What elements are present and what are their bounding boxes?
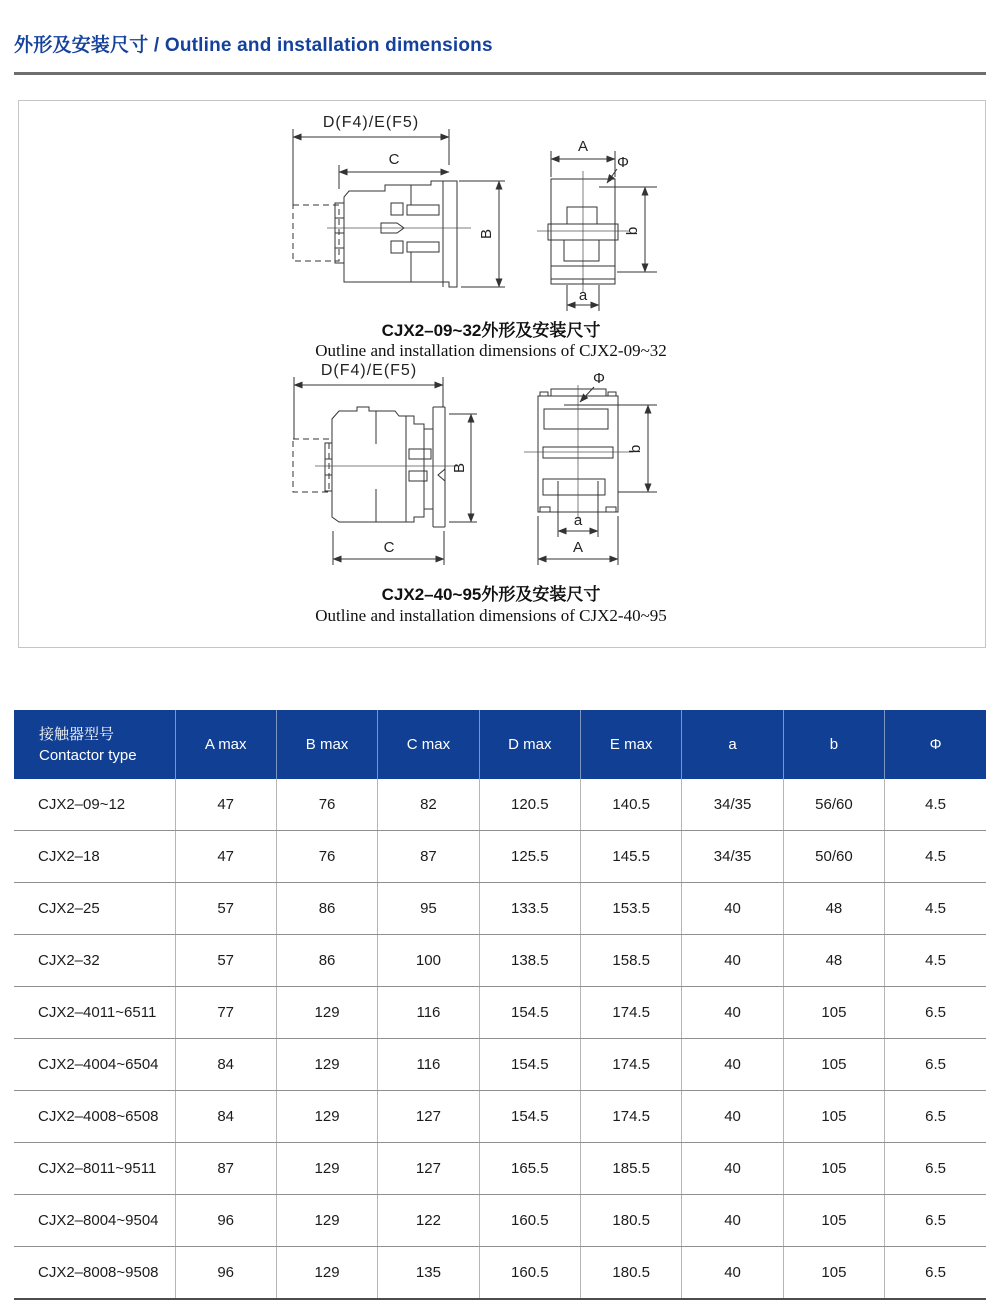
value-cell: 40 <box>682 883 783 935</box>
value-cell: 116 <box>378 1039 479 1091</box>
fig2-dim-b-lower-label: b <box>627 444 644 454</box>
value-cell: 76 <box>276 831 377 883</box>
value-cell: 57 <box>175 883 276 935</box>
value-cell: 158.5 <box>581 935 682 987</box>
value-cell: 127 <box>378 1091 479 1143</box>
figure-panel <box>18 100 986 648</box>
value-cell: 6.5 <box>885 1039 986 1091</box>
value-cell: 34/35 <box>682 831 783 883</box>
value-cell: 6.5 <box>885 987 986 1039</box>
value-cell: 160.5 <box>479 1247 580 1300</box>
value-cell: 50/60 <box>783 831 884 883</box>
fig2-dim-phi-label: Φ <box>593 370 605 387</box>
value-cell: 47 <box>175 831 276 883</box>
value-cell: 4.5 <box>885 883 986 935</box>
table-header-row <box>14 710 986 779</box>
value-cell: 40 <box>682 1143 783 1195</box>
table-body <box>14 779 986 1299</box>
col-header-contactor-type-zh: 接触器型号 <box>39 725 115 743</box>
value-cell: 127 <box>378 1143 479 1195</box>
page-title: 外形及安装尺寸 / Outline and installation dimensions <box>14 35 493 56</box>
value-cell: 185.5 <box>581 1143 682 1195</box>
table-row <box>14 1091 986 1143</box>
table-row <box>14 987 986 1039</box>
contactor-type-cell: CJX2–25 <box>14 883 175 935</box>
value-cell: 6.5 <box>885 1091 986 1143</box>
value-cell: 135 <box>378 1247 479 1300</box>
fig2-dim-top-label: D(F4)/E(F5) <box>320 362 418 379</box>
value-cell: 84 <box>175 1091 276 1143</box>
contactor-type-cell: CJX2–4008~6508 <box>14 1091 175 1143</box>
value-cell: 105 <box>783 987 884 1039</box>
fig1-caption-zh: CJX2–09~32外形及安装尺寸 <box>381 321 601 340</box>
value-cell: 96 <box>175 1195 276 1247</box>
table-row <box>14 831 986 883</box>
table-row <box>14 1143 986 1195</box>
value-cell: 56/60 <box>783 779 884 831</box>
fig1-dim-b-lower-label: b <box>624 226 641 236</box>
fig1-dim-a-lower-label: a <box>578 287 588 304</box>
value-cell: 105 <box>783 1143 884 1195</box>
value-cell: 87 <box>378 831 479 883</box>
contactor-type-cell: CJX2–09~12 <box>14 779 175 831</box>
col-header-phi: Φ <box>885 710 986 779</box>
value-cell: 180.5 <box>581 1195 682 1247</box>
value-cell: 129 <box>276 1247 377 1300</box>
value-cell: 96 <box>175 1247 276 1300</box>
value-cell: 77 <box>175 987 276 1039</box>
col-header-contactor-type-en: Contactor type <box>39 746 137 764</box>
contactor-type-cell: CJX2–8008~9508 <box>14 1247 175 1300</box>
value-cell: 47 <box>175 779 276 831</box>
table-row <box>14 779 986 831</box>
value-cell: 129 <box>276 1039 377 1091</box>
figure-cjx2-09-32 <box>281 109 701 359</box>
fig2-side-view <box>293 362 477 565</box>
value-cell: 87 <box>175 1143 276 1195</box>
fig2-dim-a-upper-label: A <box>572 539 584 556</box>
contactor-type-cell: CJX2–8004~9504 <box>14 1195 175 1247</box>
table-row <box>14 1195 986 1247</box>
fig2-caption-en: Outline and installation dimensions of CJX2-40~95 <box>315 606 667 625</box>
value-cell: 48 <box>783 883 884 935</box>
value-cell: 40 <box>682 1039 783 1091</box>
col-header-a-max: A max <box>175 710 276 779</box>
value-cell: 160.5 <box>479 1195 580 1247</box>
fig1-caption-en: Outline and installation dimensions of CJX2-09~32 <box>315 341 667 360</box>
value-cell: 122 <box>378 1195 479 1247</box>
fig2-dim-a-lower-label: a <box>573 512 583 529</box>
value-cell: 40 <box>682 987 783 1039</box>
value-cell: 145.5 <box>581 831 682 883</box>
col-header-b: b <box>783 710 884 779</box>
table-row <box>14 883 986 935</box>
value-cell: 40 <box>682 1091 783 1143</box>
fig2-dim-c-label: C <box>383 539 395 556</box>
value-cell: 4.5 <box>885 935 986 987</box>
fig1-dim-b-label: B <box>478 228 495 240</box>
contactor-type-cell: CJX2–4004~6504 <box>14 1039 175 1091</box>
value-cell: 57 <box>175 935 276 987</box>
value-cell: 4.5 <box>885 779 986 831</box>
contactor-type-cell: CJX2–8011~9511 <box>14 1143 175 1195</box>
value-cell: 129 <box>276 987 377 1039</box>
col-header-c-max: C max <box>378 710 479 779</box>
value-cell: 138.5 <box>479 935 580 987</box>
value-cell: 48 <box>783 935 884 987</box>
col-header-d-max: D max <box>479 710 580 779</box>
figure-cjx2-40-95 <box>281 359 701 629</box>
value-cell: 120.5 <box>479 779 580 831</box>
value-cell: 76 <box>276 779 377 831</box>
value-cell: 140.5 <box>581 779 682 831</box>
dimensions-table <box>14 710 986 1300</box>
value-cell: 100 <box>378 935 479 987</box>
fig1-dim-c-label: C <box>388 151 400 168</box>
title-rule <box>14 72 986 75</box>
col-header-contactor-type <box>14 710 175 779</box>
value-cell: 154.5 <box>479 1039 580 1091</box>
value-cell: 129 <box>276 1091 377 1143</box>
fig2-front-view <box>524 370 657 565</box>
value-cell: 129 <box>276 1195 377 1247</box>
table-row <box>14 1247 986 1300</box>
contactor-type-cell: CJX2–32 <box>14 935 175 987</box>
value-cell: 125.5 <box>479 831 580 883</box>
col-header-a: a <box>682 710 783 779</box>
value-cell: 86 <box>276 935 377 987</box>
value-cell: 34/35 <box>682 779 783 831</box>
fig1-dim-a-upper-label: A <box>577 138 589 155</box>
fig2-dim-b-label: B <box>451 462 468 474</box>
contactor-type-cell: CJX2–4011~6511 <box>14 987 175 1039</box>
value-cell: 174.5 <box>581 1039 682 1091</box>
value-cell: 129 <box>276 1143 377 1195</box>
value-cell: 82 <box>378 779 479 831</box>
value-cell: 95 <box>378 883 479 935</box>
value-cell: 154.5 <box>479 987 580 1039</box>
value-cell: 180.5 <box>581 1247 682 1300</box>
col-header-b-max: B max <box>276 710 377 779</box>
value-cell: 6.5 <box>885 1195 986 1247</box>
fig1-side-view <box>293 114 505 287</box>
value-cell: 105 <box>783 1195 884 1247</box>
value-cell: 40 <box>682 1195 783 1247</box>
value-cell: 165.5 <box>479 1143 580 1195</box>
value-cell: 4.5 <box>885 831 986 883</box>
fig2-caption-zh: CJX2–40~95外形及安装尺寸 <box>381 585 601 604</box>
value-cell: 86 <box>276 883 377 935</box>
col-header-e-max: E max <box>581 710 682 779</box>
table-row <box>14 1039 986 1091</box>
fig1-front-view <box>537 138 657 311</box>
value-cell: 153.5 <box>581 883 682 935</box>
table-row <box>14 935 986 987</box>
value-cell: 174.5 <box>581 987 682 1039</box>
value-cell: 84 <box>175 1039 276 1091</box>
value-cell: 154.5 <box>479 1091 580 1143</box>
contactor-type-cell: CJX2–18 <box>14 831 175 883</box>
value-cell: 174.5 <box>581 1091 682 1143</box>
value-cell: 105 <box>783 1247 884 1300</box>
fig1-dim-phi-label: Φ <box>617 154 629 171</box>
value-cell: 6.5 <box>885 1247 986 1300</box>
value-cell: 133.5 <box>479 883 580 935</box>
value-cell: 6.5 <box>885 1143 986 1195</box>
value-cell: 105 <box>783 1091 884 1143</box>
value-cell: 116 <box>378 987 479 1039</box>
value-cell: 40 <box>682 935 783 987</box>
value-cell: 105 <box>783 1039 884 1091</box>
value-cell: 40 <box>682 1247 783 1300</box>
fig1-dim-top-label: D(F4)/E(F5) <box>322 114 420 131</box>
